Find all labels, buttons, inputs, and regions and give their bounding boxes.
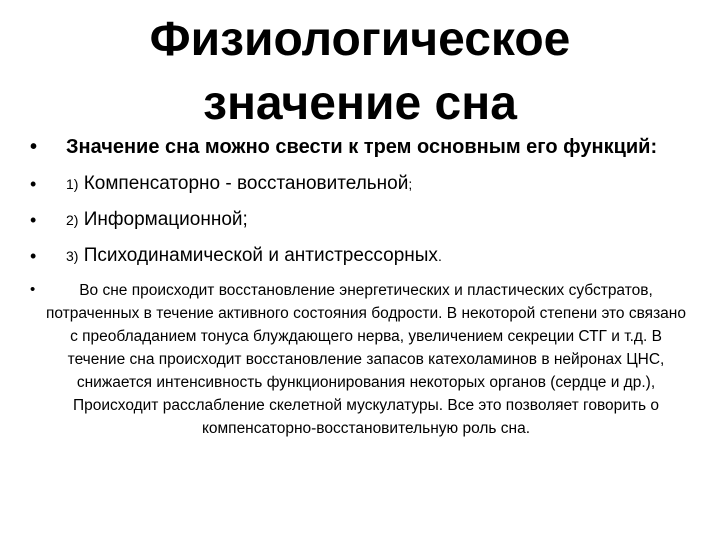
list-item-function-1 (30, 171, 690, 197)
bullet-icon: • (30, 281, 36, 298)
function-text: Психодинамической и антистрессорных (83, 245, 438, 266)
function-end: ; (408, 176, 413, 192)
bullet-icon: • (30, 246, 37, 266)
bullet-list (30, 133, 690, 440)
main-point-text: Значение сна можно свести к трем основным его функций: (66, 136, 658, 158)
bullet-icon: • (30, 174, 37, 194)
list-item-function-3 (30, 243, 690, 269)
function-text: Компенсаторно - восстановительной (83, 173, 409, 194)
function-end: . (437, 248, 442, 264)
title-line-1: Физиологическое (149, 13, 571, 66)
function-text: Информационной; (83, 209, 248, 230)
paragraph-text: Во сне происходит восстановление энергетических и пластических субстратов, потраченных в течение активного состояния бодрости. В некоторой степени это связано с преобладанием тонуса блуждающего нерва, увеличением секреции СТГ и т.д. В течение сна происходит восстановление запасов катехоламинов в нейронах ЦНС, снижается интенсивность функционирования некоторых органов (сердце и др.), Происходит расслабление скелетной мускулатуры. Все это позволяет говорить о компенсаторно-восстановительную роль сна. (46, 282, 686, 437)
slide-title (20, 8, 700, 136)
list-item-function-2 (30, 207, 690, 233)
title-line-2: значение сна (203, 77, 517, 130)
function-number: 2) (66, 212, 79, 228)
function-number: 1) (66, 176, 79, 192)
function-number: 3) (66, 248, 79, 264)
list-item-paragraph (30, 279, 690, 440)
bullet-icon: • (30, 136, 38, 158)
bullet-icon: • (30, 210, 37, 230)
list-item-main-point (30, 133, 690, 161)
